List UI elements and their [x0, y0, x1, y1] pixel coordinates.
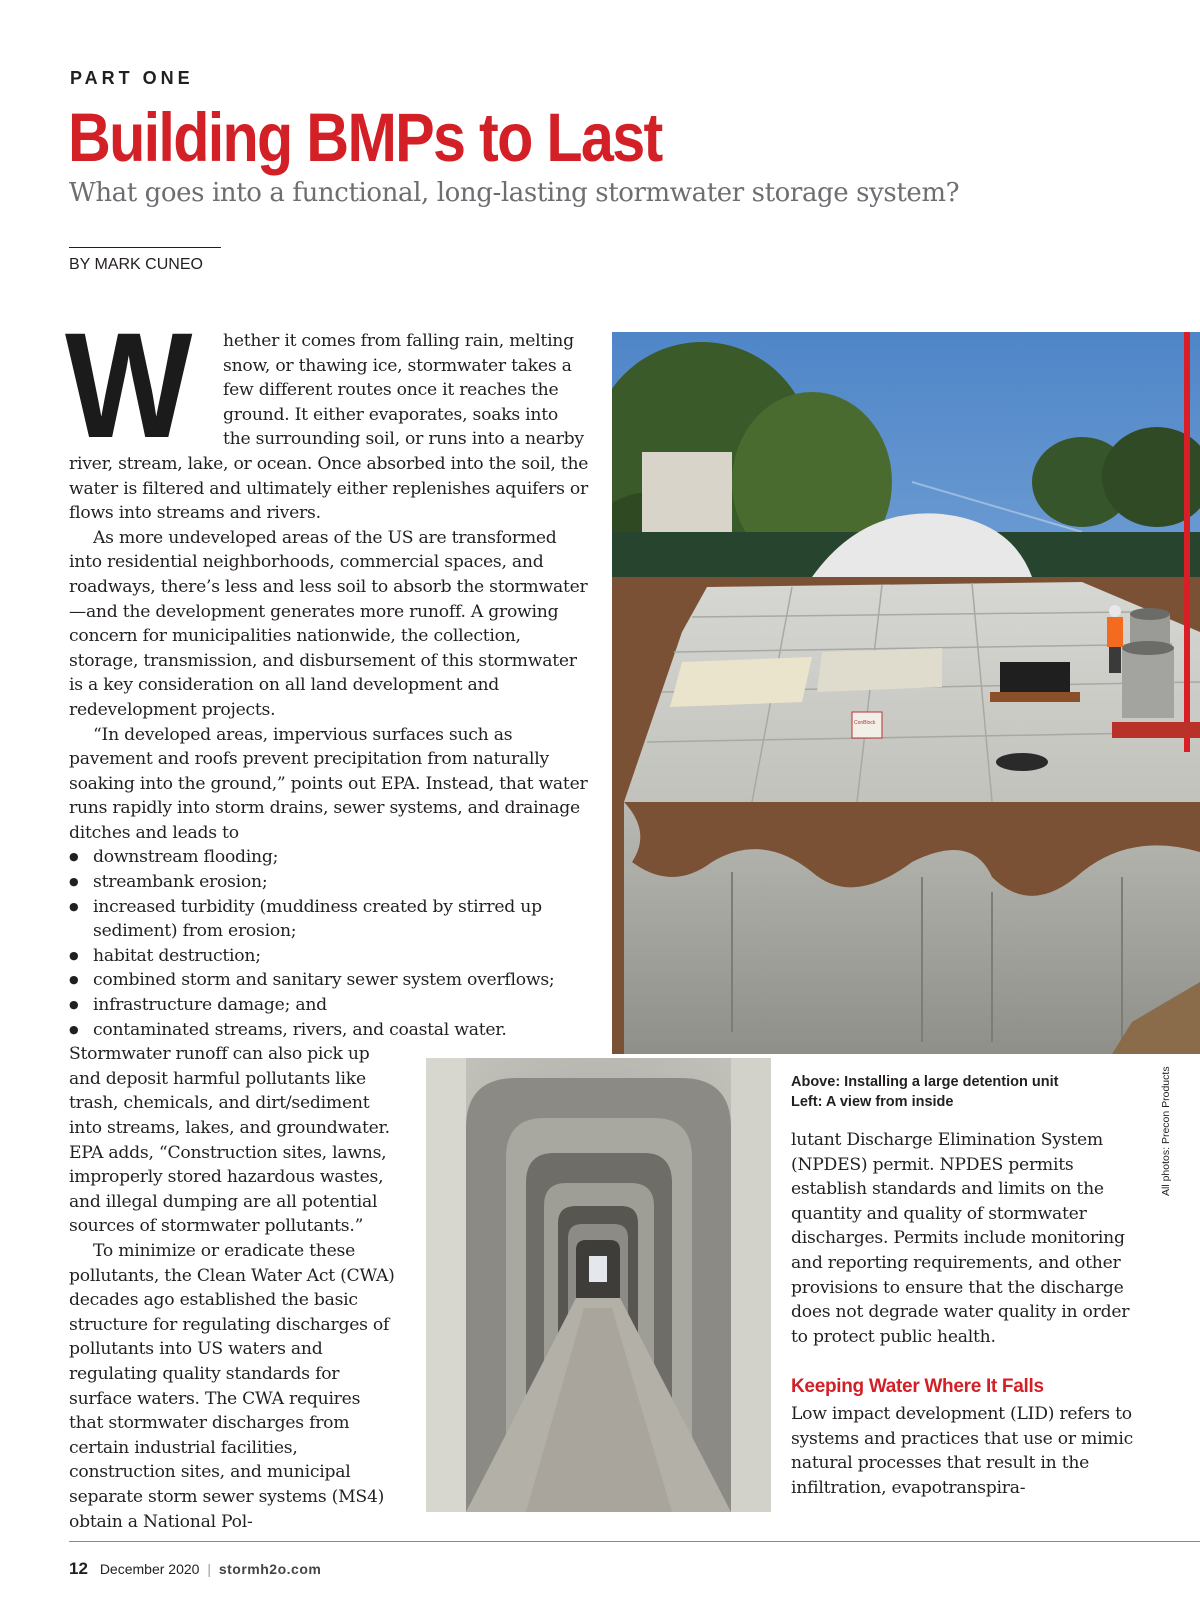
byline: BY MARK CUNEO — [69, 256, 203, 273]
list-item: ● streambank erosion; — [69, 870, 589, 895]
article-body-left — [65, 301, 589, 1534]
caption-left: Left: A view from inside — [791, 1094, 954, 1110]
byline-rule — [69, 247, 221, 248]
footer-rule — [69, 1541, 1200, 1542]
article-title: Building BMPs to Last — [68, 99, 662, 176]
site-link[interactable]: stormh2o.com — [218, 1561, 322, 1577]
footer-separator: | — [207, 1561, 211, 1577]
list-item: ● downstream flooding; — [69, 845, 589, 870]
list-item: ● infrastructure damage; and — [69, 993, 589, 1018]
list-item: ● increased turbidity (muddiness created by stirred up sediment) from erosion; — [69, 895, 589, 944]
article-body-right — [791, 1128, 1141, 1500]
paragraph-3: “In developed areas, impervious surfaces such as pavement and roofs prevent precipitation from naturally soaking into the ground,” points out EPA. Instead, that water runs rapidly into storm drains, sewer systems, and drainage ditches and leads to — [69, 724, 588, 843]
list-item: ● contaminated streams, rivers, and coastal water. — [69, 1018, 589, 1043]
page-footer — [69, 1559, 321, 1579]
caption-above: Above: Installing a large detention unit — [791, 1074, 1059, 1090]
drop-cap: W — [65, 301, 188, 469]
paragraph-7: Low impact development (LID) refers to systems and practices that use or mimic natural processes that result in the infiltration, evapotranspira- — [791, 1403, 1133, 1498]
section-label: PART ONE — [70, 68, 194, 88]
paragraph-2: As more undeveloped areas of the US are transformed into residential neighborhoods, commercial spaces, and roadways, there’s less and less soil to absorb the stormwater—and the development generates more runoff. A growing concern for municipalities nationwide, the collection, storage, transmission, and disbursement of this stormwater is a key consideration on all land development and redevelopment projects. — [69, 527, 588, 720]
section-subhead: Keeping Water Where It Falls — [791, 1376, 1044, 1398]
photo-credit: All photos: Precon Products — [1160, 1066, 1172, 1196]
page-number: 12 — [69, 1559, 88, 1578]
paragraph-1 — [65, 301, 589, 526]
list-item: ● combined storm and sanitary sewer system overflows; — [69, 968, 589, 993]
paragraph-5: To minimize or eradicate these pollutants, the Clean Water Act (CWA) decades ago established the basic structure for regulating discharges of pollutants into US waters and regulating quality standards for surface waters. The CWA requires that stormwater discharges from certain industrial facilities, construction sites, and municipal separate storm sewer systems (MS4) obtain a National Pol- — [69, 1240, 395, 1532]
issue-date: December 2020 — [99, 1561, 200, 1577]
article-subtitle: What goes into a functional, long-lasting stormwater storage system? — [69, 178, 960, 208]
detention-unit-photo — [612, 332, 1200, 1054]
paragraph-4: Stormwater runoff can also pick up and deposit harmful pollutants like trash, chemicals, and dirt/sediment into streams, lakes, and groundwater. EPA adds, “Construction sites, lawns, improperly stored hazardous wastes, and illegal dumping are all potential sources of stormwater pollutants.” — [69, 1044, 390, 1237]
photo-caption — [791, 1072, 1058, 1112]
effects-list — [69, 845, 589, 1042]
paragraph-6: lutant Discharge Elimination System (NPDES) permit. NPDES permits establish standards and limits on the quantity and quality of stormwater discharges. Permits include monitoring and reporting requirements, and other provisions to ensure that the discharge does not degrade water quality in order to protect public health. — [791, 1130, 1130, 1347]
paragraph-1-text: hether it comes from falling rain, melting snow, or thawing ice, stormwater takes a few different routes once it reaches the ground. It either evaporates, soaks into the surrounding soil, or runs into a nearby river, stream, lake, or ocean. Once absorbed into the soil, the water is filtered and ultimately either replenishes aquifers or flows into streams and rivers. — [69, 331, 589, 524]
list-item: ● habitat destruction; — [69, 944, 589, 969]
box-label: ConBlock — [854, 720, 876, 726]
